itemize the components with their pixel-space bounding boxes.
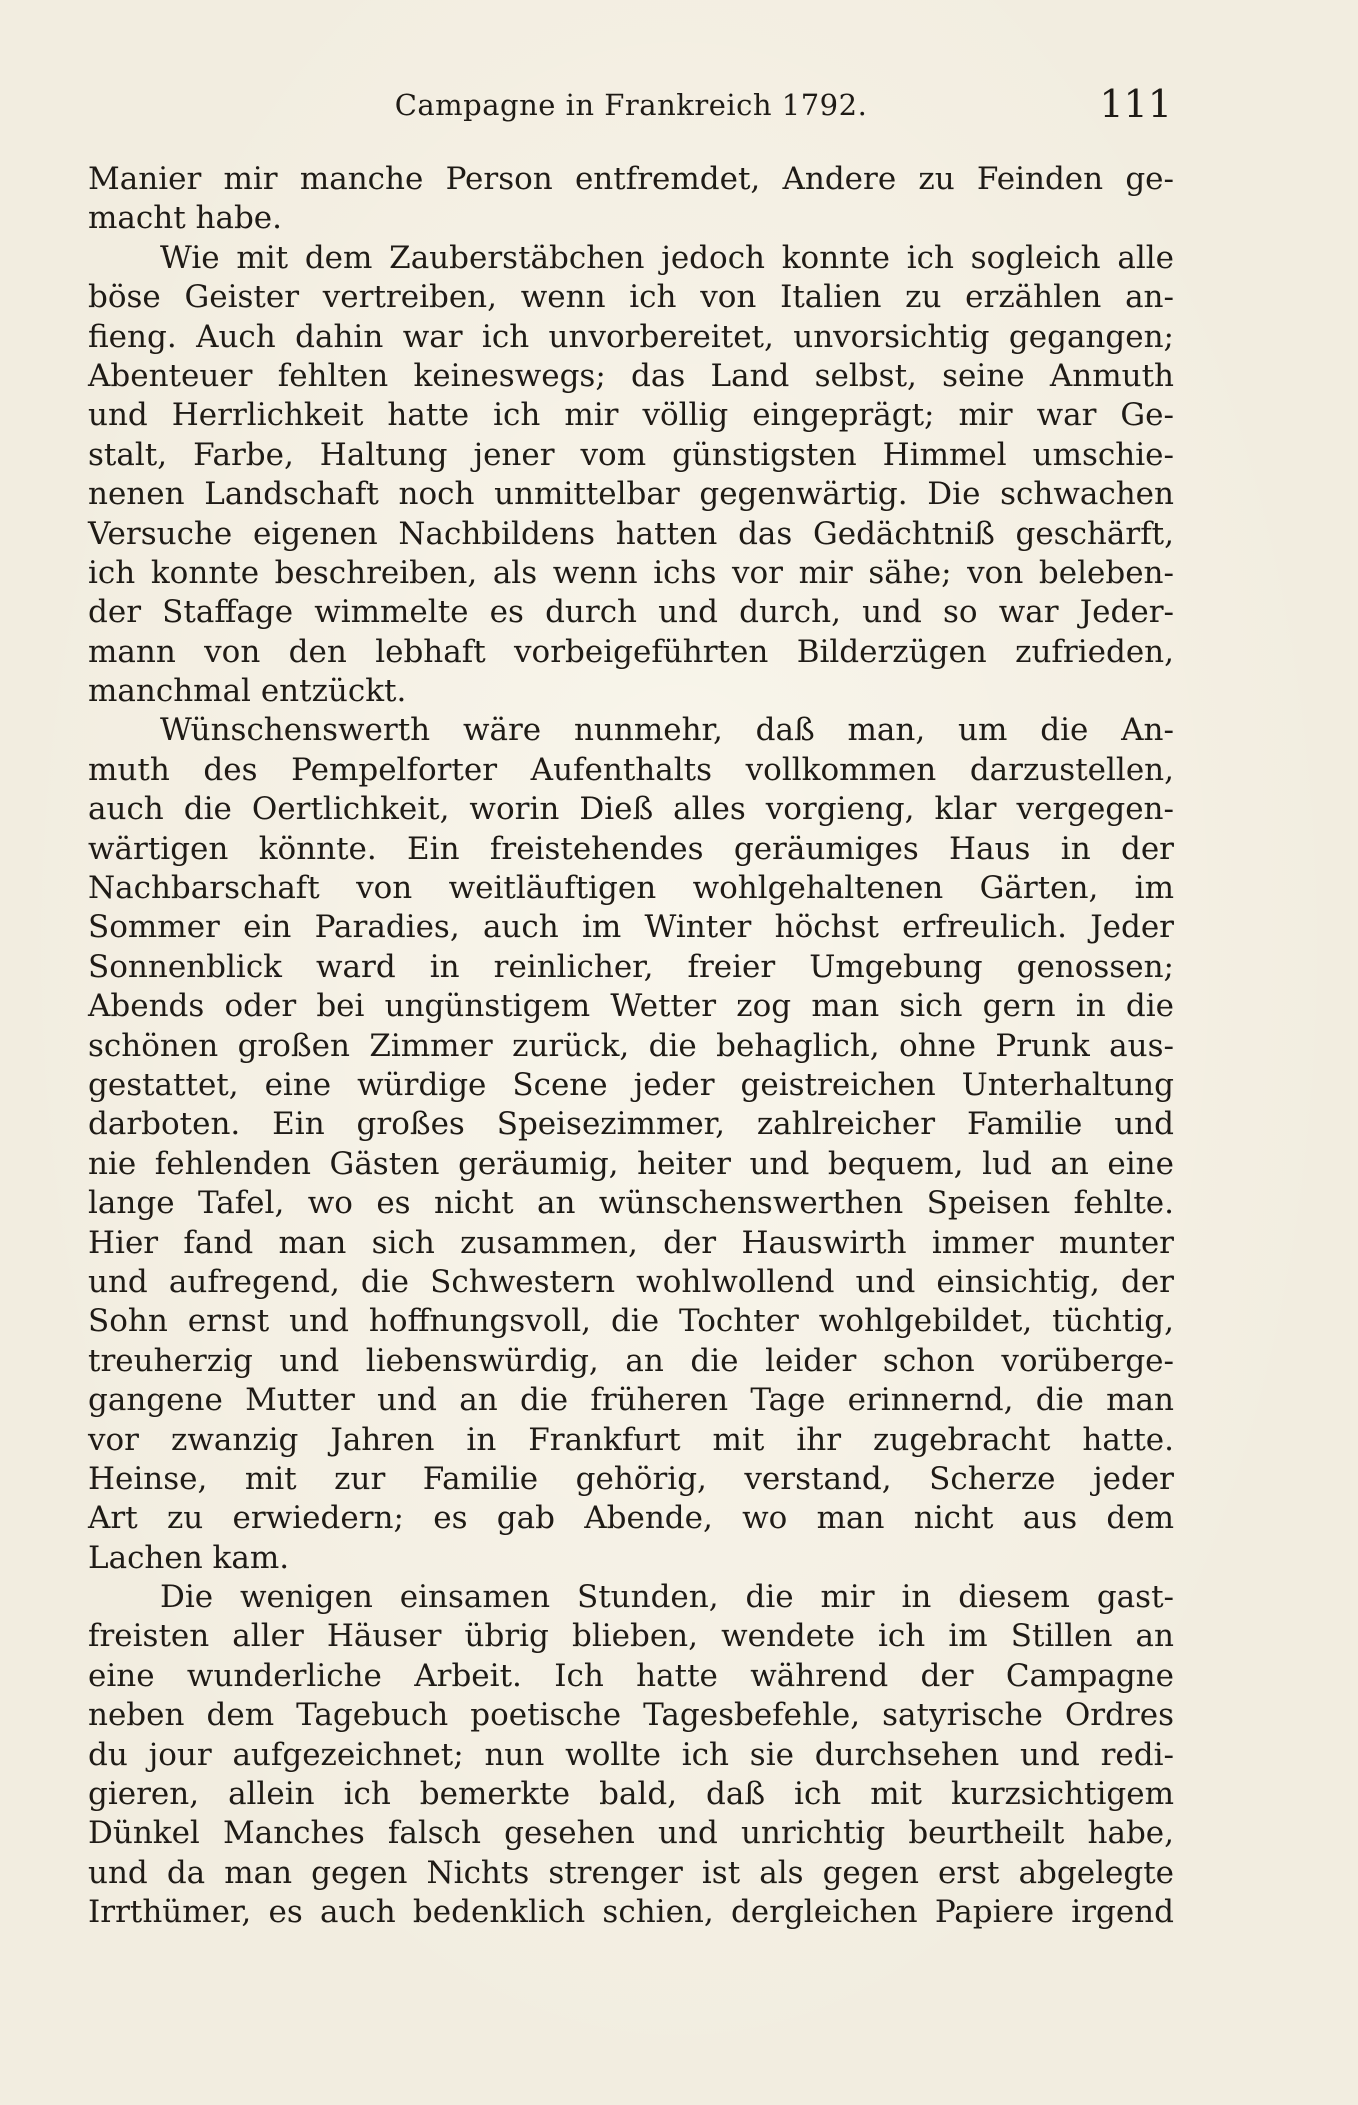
text-line: manchmal entzückt.: [88, 673, 407, 710]
text-line: Sonnenblick ward in reinlicher, freier Umgebung genossen;: [88, 948, 1174, 985]
text-line: macht habe.: [88, 200, 283, 237]
text-line: eine wunderliche Arbeit. Ich hatte während der Campagne: [88, 1657, 1174, 1694]
text-line: Abends oder bei ungünstigem Wetter zog man sich gern in die: [88, 988, 1174, 1025]
text-line: Heinse, mit zur Familie gehörig, verstand, Scherze jeder: [88, 1460, 1174, 1497]
text-line: mann von den lebhaft vorbeigeführten Bilderzügen zufrieden,: [88, 633, 1174, 670]
text-line: Wie mit dem Zauberstäbchen jedoch konnte ich sogleich alle: [160, 239, 1174, 276]
page-number: 111: [1099, 82, 1172, 126]
text-line: und aufregend, die Schwestern wohlwollend und einsichtig, der: [88, 1263, 1174, 1300]
text-line: muth des Pempelforter Aufenthalts vollkommen darzustellen,: [88, 751, 1174, 788]
text-line: Hier fand man sich zusammen, der Hauswirth immer munter: [88, 1224, 1174, 1261]
text-line: und Herrlichkeit hatte ich mir völlig eingeprägt; mir war Ge-: [88, 397, 1174, 434]
text-line: gieren, allein ich bemerkte bald, daß ich mit kurzsichtigem: [88, 1776, 1174, 1813]
text-line: gangene Mutter und an die früheren Tage erinnernd, die man: [88, 1382, 1174, 1419]
text-line: freisten aller Häuser übrig blieben, wendete ich im Stillen an: [88, 1618, 1174, 1655]
text-line: wärtigen könnte. Ein freistehendes geräumiges Haus in der: [88, 830, 1174, 867]
text-line: Abenteuer fehlten keineswegs; das Land selbst, seine Anmuth: [88, 357, 1174, 394]
text-line: gestattet, eine würdige Scene jeder geistreichen Unterhaltung: [88, 1066, 1174, 1103]
text-line: neben dem Tagebuch poetische Tagesbefehle, satyrische Ordres: [88, 1697, 1174, 1734]
body-text: [88, 160, 1174, 1933]
text-line: der Staffage wimmelte es durch und durch, und so war Jeder-: [88, 594, 1174, 631]
text-line: Die wenigen einsamen Stunden, die mir in diesem gast-: [160, 1579, 1174, 1616]
text-line: treuherzig und liebenswürdig, an die leider schon vorüberge-: [88, 1342, 1174, 1379]
running-title: Campagne in Frankreich 1792.: [394, 88, 868, 122]
text-line: Art zu erwiedern; es gab Abende, wo man nicht aus dem: [88, 1500, 1174, 1537]
text-line: Lachen kam.: [88, 1539, 290, 1576]
text-line: böse Geister vertreiben, wenn ich von Italien zu erzählen an-: [88, 279, 1174, 316]
text-line: auch die Oertlichkeit, worin Dieß alles vorgieng, klar vergegen-: [88, 791, 1174, 828]
text-line: nie fehlenden Gästen geräumig, heiter und bequem, lud an eine: [88, 1145, 1174, 1182]
text-line: Wünschenswerth wäre nunmehr, daß man, um die An-: [160, 712, 1174, 749]
text-line: Dünkel Manches falsch gesehen und unrichtig beurtheilt habe,: [88, 1815, 1174, 1852]
text-line: Manier mir manche Person entfremdet, Andere zu Feinden ge-: [88, 161, 1174, 197]
text-line: Irrthümer, es auch bedenklich schien, dergleichen Papiere irgend: [88, 1894, 1174, 1931]
text-line: vor zwanzig Jahren in Frankfurt mit ihr zugebracht hatte.: [88, 1421, 1174, 1458]
text-line: schönen großen Zimmer zurück, die behaglich, ohne Prunk aus-: [88, 1027, 1174, 1064]
text-line: du jour aufgezeichnet; nun wollte ich sie durchsehen und redi-: [88, 1736, 1174, 1773]
text-line: nenen Landschaft noch unmittelbar gegenwärtig. Die schwachen: [88, 476, 1174, 513]
page-header: [88, 82, 1174, 128]
text-line: ich konnte beschreiben, als wenn ichs vor mir sähe; von beleben-: [88, 554, 1174, 591]
text-line: fieng. Auch dahin war ich unvorbereitet, unvorsichtig gegangen;: [88, 318, 1174, 355]
text-line: darboten. Ein großes Speisezimmer, zahlreicher Familie und: [88, 1106, 1174, 1143]
text-line: Sohn ernst und hoffnungsvoll, die Tochter wohlgebildet, tüchtig,: [88, 1303, 1174, 1340]
text-line: Nachbarschaft von weitläuftigen wohlgehaltenen Gärten, im: [88, 870, 1174, 907]
text-line: Sommer ein Paradies, auch im Winter höchst erfreulich. Jeder: [88, 909, 1174, 946]
text-line: stalt, Farbe, Haltung jener vom günstigsten Himmel umschie-: [88, 436, 1174, 473]
text-line: Versuche eigenen Nachbildens hatten das Gedächtniß geschärft,: [88, 515, 1174, 552]
text-line: lange Tafel, wo es nicht an wünschenswerthen Speisen fehlte.: [88, 1185, 1174, 1222]
text-line: und da man gegen Nichts strenger ist als gegen erst abgelegte: [88, 1854, 1174, 1891]
